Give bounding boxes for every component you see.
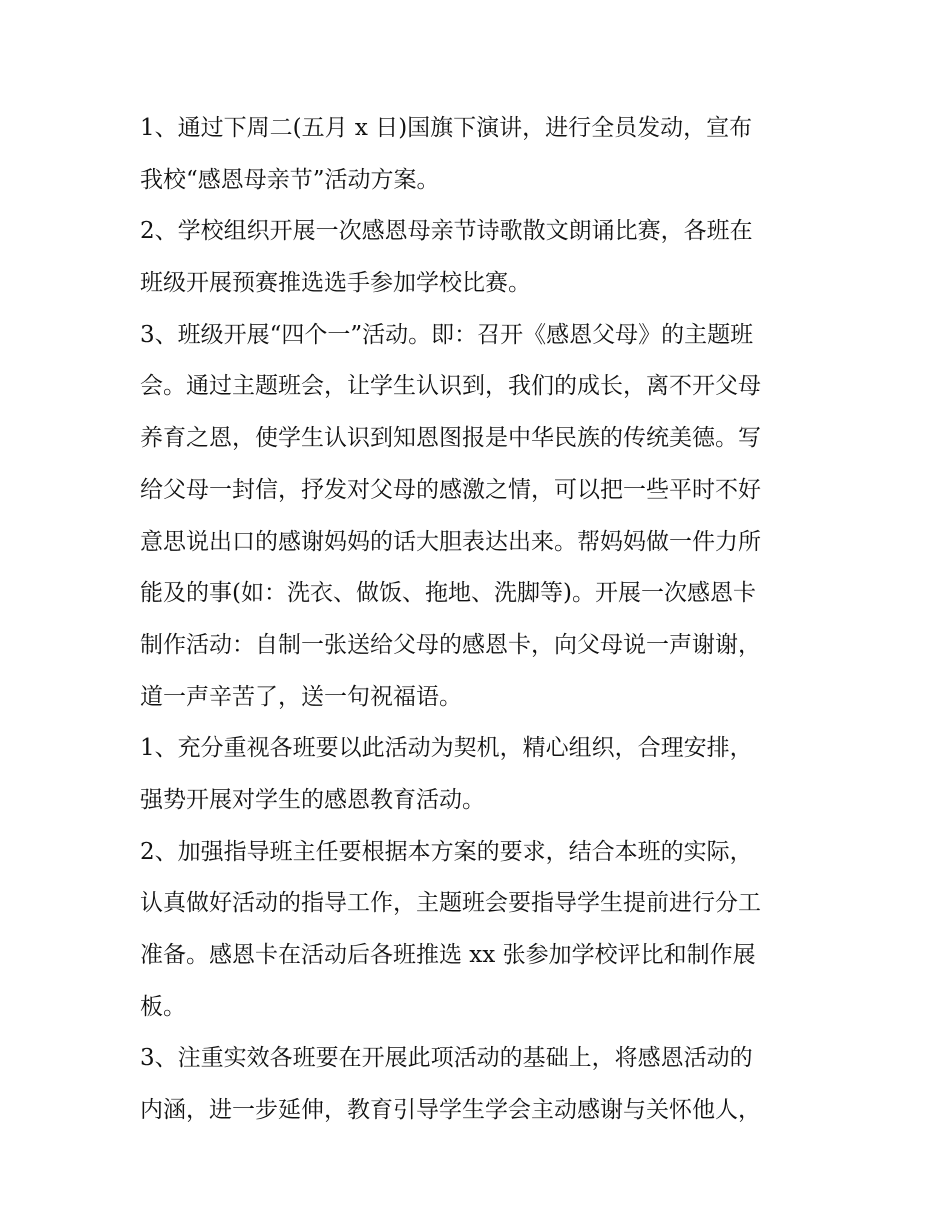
text-line: 能及的事(如：洗衣、做饭、拖地、洗脚等)。开展一次感恩卡 [140, 580, 756, 607]
text-line: 制作活动：自制一张送给父母的感恩卡，向父母说一声谢谢， [140, 631, 761, 658]
paragraph-attach-importance [140, 723, 816, 826]
text-line: 准备。感恩卡在活动后各班推选 xx 张参加学校评比和制作展 [140, 942, 756, 968]
text-line: 内涵，进一步延伸，教育引导学生学会主动感谢与关怀他人， [140, 1097, 761, 1124]
text-line: 3、班级开展“四个一”活动。即：召开《感恩父母》的主题班 [140, 321, 754, 348]
paragraph-strengthen-guidance [140, 827, 816, 1034]
paragraph-recitation-contest [140, 206, 816, 309]
document-body [140, 103, 816, 1137]
text-line: 认真做好活动的指导工作，主题班会要指导学生提前进行分工 [140, 890, 761, 917]
text-line: 2、加强指导班主任要根据本方案的要求，结合本班的实际， [140, 838, 753, 865]
paragraph-focus-effectiveness [140, 1033, 816, 1136]
text-line: 养育之恩，使学生认识到知恩图报是中华民族的传统美德。写 [140, 425, 761, 452]
text-line: 3、注重实效各班要在开展此项活动的基础上，将感恩活动的 [140, 1045, 753, 1072]
paragraph-announce-plan [140, 103, 816, 206]
text-line: 板。 [140, 993, 186, 1020]
text-line: 1、通过下周二(五月 x 日)国旗下演讲，进行全员发动，宣布 [140, 115, 753, 141]
text-line: 强势开展对学生的感恩教育活动。 [140, 786, 485, 813]
text-line: 班级开展预赛推选选手参加学校比赛。 [140, 270, 531, 297]
text-line: 我校“感恩母亲节”活动方案。 [140, 166, 440, 193]
text-line: 意思说出口的感谢妈妈的话大胆表达出来。帮妈妈做一件力所 [140, 528, 761, 555]
text-line: 会。通过主题班会，让学生认识到，我们的成长，离不开父母 [140, 373, 761, 400]
text-line: 道一声辛苦了，送一句祝福语。 [140, 683, 462, 710]
text-line: 1、充分重视各班要以此活动为契机，精心组织，合理安排， [140, 735, 753, 762]
paragraph-four-ones-activity [140, 310, 816, 724]
text-line: 2、学校组织开展一次感恩母亲节诗歌散文朗诵比赛，各班在 [140, 218, 753, 245]
text-line: 给父母一封信，抒发对父母的感激之情，可以把一些平时不好 [140, 476, 761, 503]
